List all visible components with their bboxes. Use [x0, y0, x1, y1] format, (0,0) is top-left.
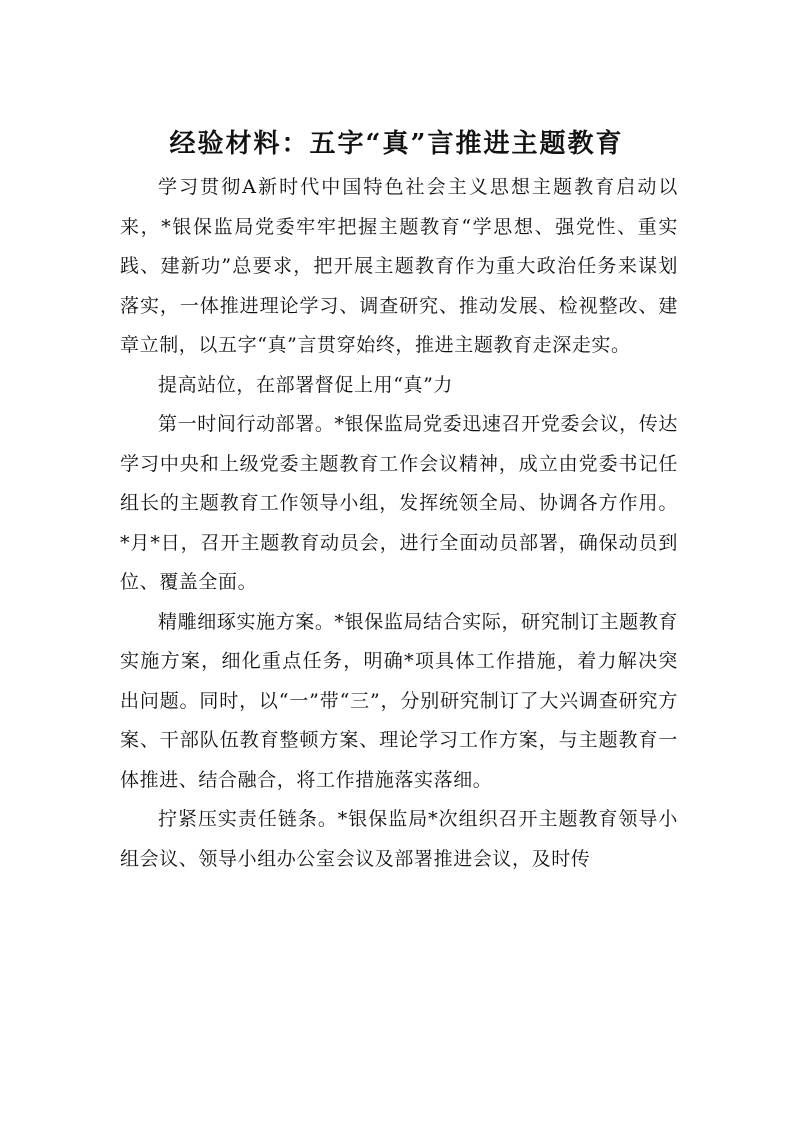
paragraph-responsibility: 拧紧压实责任链条。*银保监局*次组织召开主题教育领导小组会议、领导小组办公室会议及部署推进会议，及时传 [120, 808, 678, 870]
paragraph-plan: 精雕细琢实施方案。*银保监局结合实际，研究制订主题教育实施方案，细化重点任务，明确*项具体工作措施，着力解决突出问题。同时，以“一”带“三”，分别研究制订了大兴调查研究方案、干部队伍教育整顿方案、理论学习工作方案，与主题教育一体推进、结合融合，将工作措施落实落细。 [120, 610, 678, 791]
paragraph-deployment: 第一时间行动部署。*银保监局党委迅速召开党委会议，传达学习中央和上级党委主题教育工作会议精神，成立由党委书记任组长的主题教育工作领导小组，发挥统领全局、协调各方作用。*月*日，召开主题教育动员会，进行全面动员部署，确保动员到位、覆盖全面。 [120, 413, 678, 593]
document-title: 经验材料：五字“真”言推进主题教育 [169, 129, 624, 159]
section-heading: 提高站位，在部署督促上用“真”力 [158, 373, 454, 396]
paragraph-intro: 学习贯彻A新时代中国特色社会主义思想主题教育启动以来，*银保监局党委牢牢把握主题教育“学思想、强党性、重实践、建新功”总要求，把开展主题教育作为重大政治任务来谋划落实，一体推进理论学习、调查研究、推动发展、检视整改、建章立制，以五字“真”言贯穿始终，推进主题教育走深走实。 [120, 176, 678, 356]
document-body [120, 168, 678, 879]
